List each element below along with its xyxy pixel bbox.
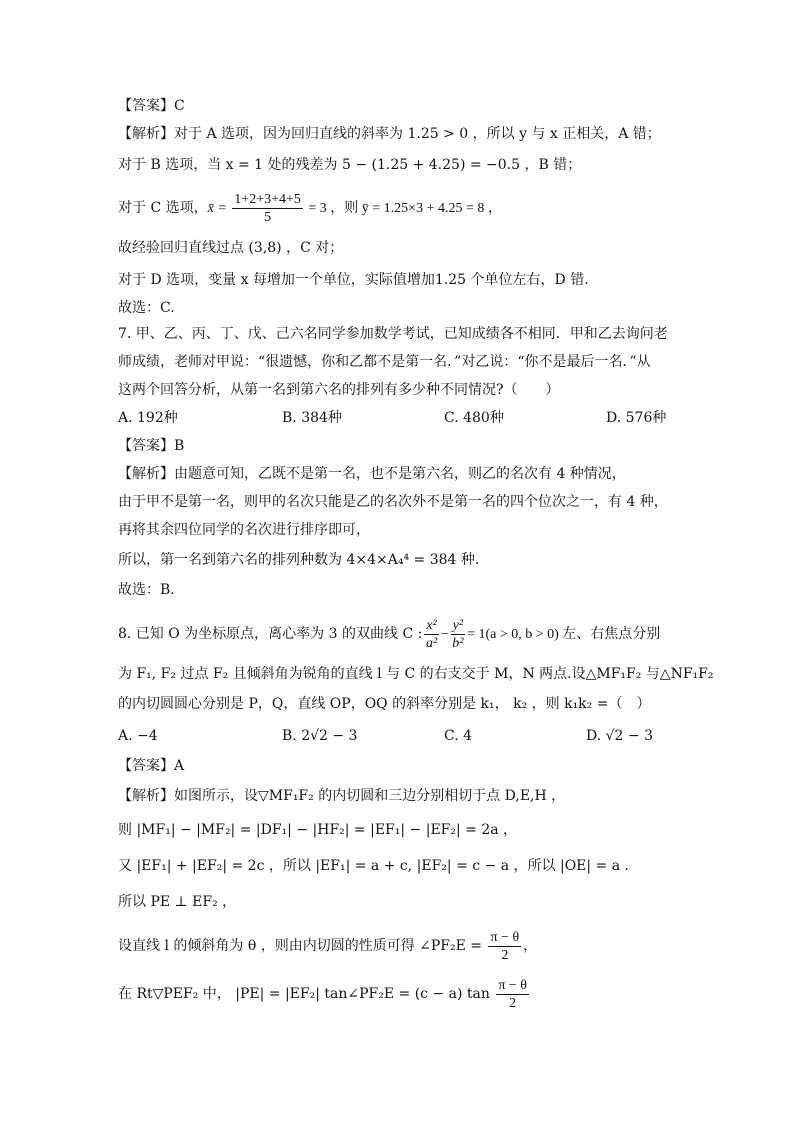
option-d: D. √2 − 3 (586, 728, 653, 744)
analysis-line: 故经验回归直线过点 (3,8) ，C 对； (118, 240, 344, 256)
fraction (451, 617, 465, 652)
question-stem-line (118, 614, 678, 658)
analysis-line (118, 974, 678, 1018)
analysis-line (118, 926, 678, 970)
answer-label: 【答案】C (118, 98, 185, 114)
math-expression: = 3 ，则 ȳ = 1.25×3 + 4.25 = 8 ， (304, 201, 502, 216)
option-c: C. 4 (444, 728, 473, 744)
fraction-numerator: π − θ (490, 929, 520, 945)
analysis-line: 【解析】如图所示，设▽MF₁F₂ 的内切圆和三边分别相切于点 D,E,H ， (118, 788, 566, 804)
fraction-numerator: x² (426, 617, 437, 633)
fraction (424, 617, 438, 652)
fraction-numerator: 1+2+3+4+5 (234, 191, 301, 207)
analysis-text: 设直线 l 的倾斜角为 θ ，则由内切圆的性质可得 ∠PF₂E = (118, 938, 487, 954)
answer-label: 【答案】A (118, 758, 185, 774)
fraction-numerator: π − θ (498, 977, 528, 993)
analysis-line: 由于甲不是第一名，则甲的名次只能是乙的名次外不是第一名的四个位次之一，有 4 种， (118, 494, 668, 510)
option-c: C. 480种 (444, 410, 504, 426)
analysis-line (118, 188, 678, 232)
fraction (496, 977, 529, 1012)
analysis-line: 则 |MF₁| − |MF₂| = |DF₁| − |HF₂| = |EF₁| − |EF₂| = 2a ， (118, 822, 518, 838)
fraction-numerator: y² (452, 617, 464, 633)
analysis-text: 在 Rt▽PEF₂ 中， |PE| = |EF₂| tan∠PF₂E = (c − a) tan (118, 986, 495, 1002)
fraction-denominator: b² (452, 635, 464, 651)
analysis-line: 所以 PE ⊥ EF₂ ， (118, 894, 237, 910)
option-d: D. 576种 (606, 410, 667, 426)
option-a: A. 192种 (118, 410, 178, 426)
question-stem-line: 7. 甲、乙、丙、丁、戊、己六名同学参加数学考试，已知成绩各不相同．甲和乙去询问老 (118, 326, 668, 342)
analysis-line: 故选：C. (118, 300, 175, 316)
option-b: B. 2√2 − 3 (282, 728, 358, 744)
question-stem-line: 的内切圆圆心分别是 P，Q，直线 OP，OQ 的斜率分别是 k₁， k₂ ，则 k₁k₂ =（ ） (118, 696, 651, 712)
math-expression: x̄ = (207, 201, 231, 216)
option-b: B. 384种 (282, 410, 342, 426)
fraction (232, 191, 303, 226)
question-stem-line: 师成绩，老师对甲说：“很遗憾，你和乙都不是第一名．”对乙说：“你不是最后一名．”从 (118, 354, 651, 370)
analysis-line: 【解析】由题意可知，乙既不是第一名，也不是第六名，则乙的名次有 4 种情况， (118, 466, 626, 482)
analysis-line: 【解析】对于 A 选项，因为回归直线的斜率为 1.25 > 0 ，所以 y 与 x 正相关，A 错； (118, 126, 661, 142)
fraction (488, 929, 521, 964)
analysis-line: 对于 B 选项，当 x = 1 处的残差为 5 − (1.25 + 4.25) = −0.5 ，B 错； (118, 157, 582, 173)
analysis-line: 所以，第一名到第六名的排列种数为 4×4×A₄⁴ = 384 种. (118, 552, 480, 568)
answer-label: 【答案】B (118, 438, 185, 454)
analysis-line: 又 |EF₁| + |EF₂| = 2c ，所以 |EF₁| = a + c, |EF₂| = c − a ，所以 |OE| = a . (118, 858, 629, 874)
question-stem-line: 这两个回答分析，从第一名到第六名的排列有多少种不同情况?（ ） (118, 382, 560, 398)
analysis-line: 故选：B. (118, 582, 175, 598)
analysis-text: ， (523, 938, 538, 954)
math-operator: − (440, 627, 449, 642)
fraction-denominator: 2 (501, 947, 509, 963)
math-expression: = 1(a > 0, b > 0) 左、右焦点分别 (467, 627, 661, 642)
question-text: 8. 已知 O 为坐标原点，离心率为 3 的双曲线 C : (118, 626, 423, 642)
fraction-denominator: 2 (509, 995, 517, 1011)
fraction-denominator: 5 (264, 209, 272, 225)
option-a: A. −4 (118, 728, 158, 744)
analysis-line: 再将其余四位同学的名次进行排序即可， (118, 522, 370, 538)
analysis-text: 对于 C 选项， (118, 200, 208, 216)
analysis-line: 对于 D 选项，变量 x 每增加一个单位，实际值增加1.25 个单位左右，D 错. (118, 272, 589, 288)
question-stem-line: 为 F₁, F₂ 过点 F₂ 且倾斜角为锐角的直线 l 与 C 的右支交于 M，N 两点.设△MF₁F₂ 与△NF₁F₂ (118, 666, 714, 682)
fraction-denominator: a² (425, 635, 438, 651)
